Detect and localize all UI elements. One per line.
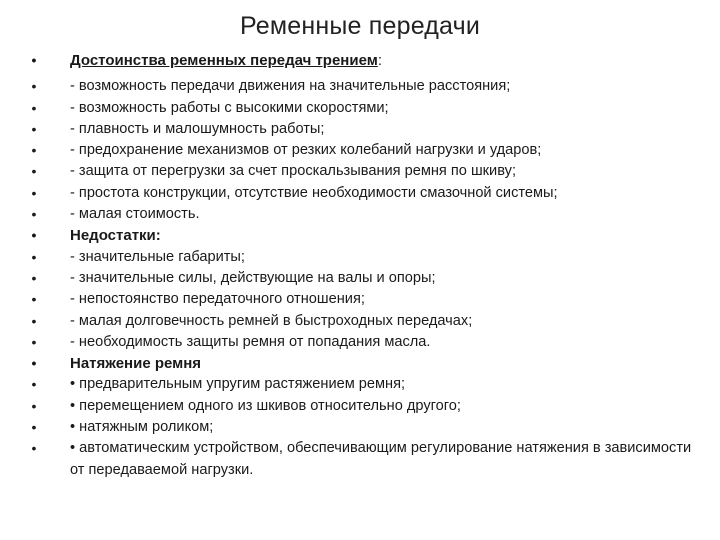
- list-item-advantage: [28, 204, 696, 225]
- bullet-dot-icon: •: [31, 333, 37, 350]
- bullet-dot-icon: •: [31, 291, 37, 308]
- bullet-dot-icon: •: [31, 397, 37, 414]
- list-item-advantage: [28, 119, 696, 140]
- list-item-disadvantage: [28, 332, 696, 353]
- bullet-dot-icon: •: [31, 376, 37, 393]
- advantage-text: - возможность передачи движения на значительные расстояния;: [70, 78, 511, 95]
- list-item-tension-method: [28, 374, 696, 395]
- advantage-text: - предохранение механизмов от резких колебаний нагрузки и ударов;: [70, 142, 542, 159]
- bullet-dot-icon: •: [31, 184, 37, 201]
- bullet-list: [28, 50, 696, 481]
- tension-method-text: • натяжным роликом;: [70, 419, 214, 436]
- bullet-dot-icon: •: [31, 52, 37, 68]
- slide-title: Ременные передачи: [239, 12, 481, 40]
- disadvantage-text: - значительные силы, действующие на валы и опоры;: [70, 269, 436, 286]
- list-item-advantage: [28, 98, 696, 119]
- list-item-disadvantage: [28, 268, 696, 289]
- disadvantages-heading: Недостатки:: [70, 227, 161, 245]
- bullet-dot-icon: •: [31, 142, 37, 159]
- advantage-text: - простота конструкции, отсутствие необходимости смазочной системы;: [70, 184, 558, 201]
- bullet-dot-icon: •: [31, 206, 37, 223]
- bullet-dot-icon: •: [31, 78, 37, 95]
- list-item-disadvantage: [28, 311, 696, 332]
- list-item-advantage: [28, 76, 696, 97]
- disadvantages-heading-row: [28, 225, 696, 246]
- bullet-dot-icon: •: [31, 269, 37, 286]
- list-item-disadvantage: [28, 247, 696, 268]
- advantage-text: - плавность и малошумность работы;: [70, 120, 325, 137]
- tension-method-text: • автоматическим устройством, обеспечивающим регулирование натяжения в зависимости от передаваемой нагрузки.: [70, 440, 692, 478]
- disadvantage-text: - необходимость защиты ремня от попадания масла.: [70, 333, 431, 350]
- disadvantage-text: - малая долговечность ремней в быстроходных передачах;: [70, 312, 473, 329]
- bullet-dot-icon: •: [31, 312, 37, 329]
- advantage-text: - малая стоимость.: [70, 206, 200, 223]
- list-item-tension-method: [28, 396, 696, 417]
- bullet-dot-icon: •: [31, 248, 37, 265]
- bullet-dot-icon: •: [31, 419, 37, 436]
- disadvantage-text: - непостоянство передаточного отношения;: [70, 291, 365, 308]
- advantages-heading: Достоинства ременных передач трением: [70, 52, 378, 69]
- tension-heading: Натяжение ремня: [70, 355, 202, 373]
- tension-heading-row: [28, 353, 696, 374]
- list-item-tension-method: [28, 438, 696, 481]
- advantages-heading-colon: :: [377, 52, 382, 69]
- list-item-advantage: [28, 140, 696, 161]
- list-item-advantage: [28, 183, 696, 204]
- list-item-advantage: [28, 161, 696, 182]
- advantages-heading-row: [28, 50, 696, 71]
- bullet-dot-icon: •: [31, 355, 37, 372]
- advantage-text: - защита от перегрузки за счет проскальзывания ремня по шкиву;: [70, 163, 516, 180]
- bullet-dot-icon: •: [31, 120, 37, 137]
- tension-method-text: • перемещением одного из шкивов относительно другого;: [70, 397, 461, 414]
- bullet-dot-icon: •: [31, 99, 37, 116]
- disadvantage-text: - значительные габариты;: [70, 248, 245, 265]
- bullet-dot-icon: •: [31, 227, 37, 244]
- list-item-tension-method: [28, 417, 696, 438]
- bullet-dot-icon: •: [31, 440, 37, 457]
- bullet-dot-icon: •: [31, 163, 37, 180]
- tension-method-text: • предварительным упругим растяжением ремня;: [70, 376, 406, 393]
- advantage-text: - возможность работы с высокими скоростями;: [70, 99, 389, 116]
- list-item-disadvantage: [28, 289, 696, 310]
